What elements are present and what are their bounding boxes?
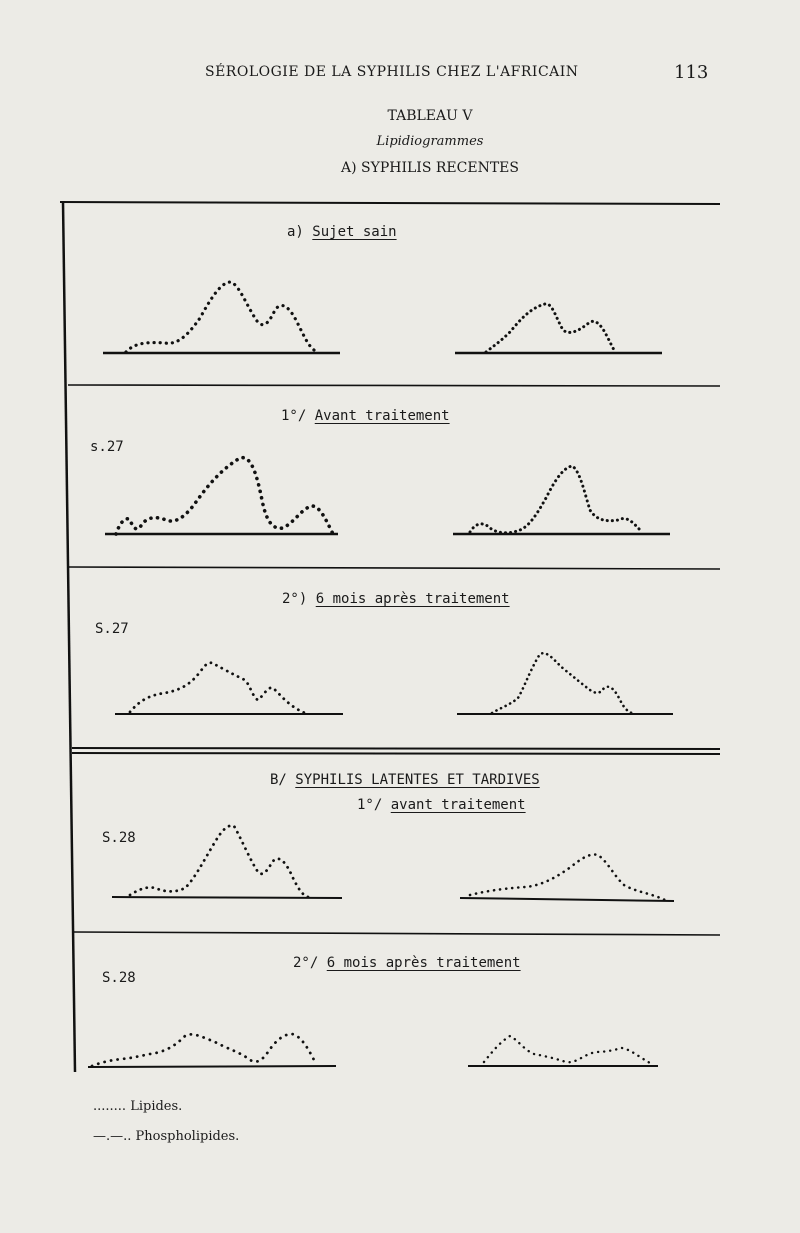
curve-p1-left [126, 282, 318, 352]
panel3-prefix: 2°) [282, 591, 308, 607]
section-double-rule-top [72, 748, 720, 749]
legend-phospho-symbol: —.—.. [93, 1129, 132, 1144]
frame-left-rule [63, 202, 75, 1072]
table-subtitle: Lipidiogrammes [376, 134, 484, 149]
running-header: SÉROLOGIE DE LA SYPHILIS CHEZ L'AFRICAIN [205, 64, 579, 80]
legend-lipides [93, 1099, 182, 1114]
frame-top-rule [60, 202, 720, 204]
section-b-prefix: B/ [270, 772, 287, 788]
curve-p5-left [92, 1034, 316, 1066]
curve-p2-right [470, 466, 642, 533]
page-number: 113 [674, 62, 709, 83]
panel-divider-1 [68, 385, 720, 386]
legend-lipides-label: Lipides. [130, 1099, 183, 1114]
curve-p5-right [484, 1036, 652, 1064]
panel1-label: Sujet sain [312, 224, 397, 240]
panel2-subject-code: s.27 [90, 439, 124, 455]
curve-p4-left [130, 826, 308, 897]
section-double-rule-bottom [72, 753, 720, 754]
panel2-heading [281, 408, 450, 424]
section-b-label: SYPHILIS LATENTES ET TARDIVES [295, 772, 540, 788]
panel5-subject-code: S.28 [102, 970, 136, 986]
curve-p4-right [470, 855, 665, 900]
panel5-prefix: 2°/ [293, 955, 319, 971]
curve-p3-left [130, 663, 305, 713]
panel2-label: Avant traitement [314, 408, 450, 424]
legend-lipides-symbol: ........ [93, 1099, 127, 1114]
panel3-label: 6 mois après traitement [315, 591, 510, 607]
baseline-p4-right [460, 898, 674, 901]
legend-phospho-label: Phospholipides. [135, 1129, 240, 1144]
table-title: TABLEAU V [387, 108, 473, 124]
baseline-p5-left [88, 1066, 336, 1067]
panel4-heading [357, 797, 526, 813]
panel5-label: 6 mois après traitement [326, 955, 521, 971]
baseline-p4-left [112, 897, 342, 898]
panel3-heading [282, 591, 510, 607]
panel4-subject-code: S.28 [102, 830, 136, 846]
curve-p3-right [492, 653, 632, 713]
curve-p2-left [116, 458, 333, 534]
panel-divider-3 [74, 932, 720, 935]
panel-divider-2 [68, 567, 720, 569]
panel1-prefix: a) [287, 224, 304, 240]
legend-phospholipides [93, 1129, 239, 1144]
panel4-prefix: 1°/ [357, 797, 383, 813]
panel3-subject-code: S.27 [95, 621, 129, 637]
section-a-heading: A) SYPHILIS RECENTES [341, 160, 519, 176]
panel1-heading [287, 224, 397, 240]
panel4-label: avant traitement [390, 797, 526, 813]
panel2-prefix: 1°/ [281, 408, 307, 424]
panel5-heading [293, 955, 521, 971]
curve-p1-right [486, 304, 614, 352]
section-b-heading [270, 772, 540, 788]
